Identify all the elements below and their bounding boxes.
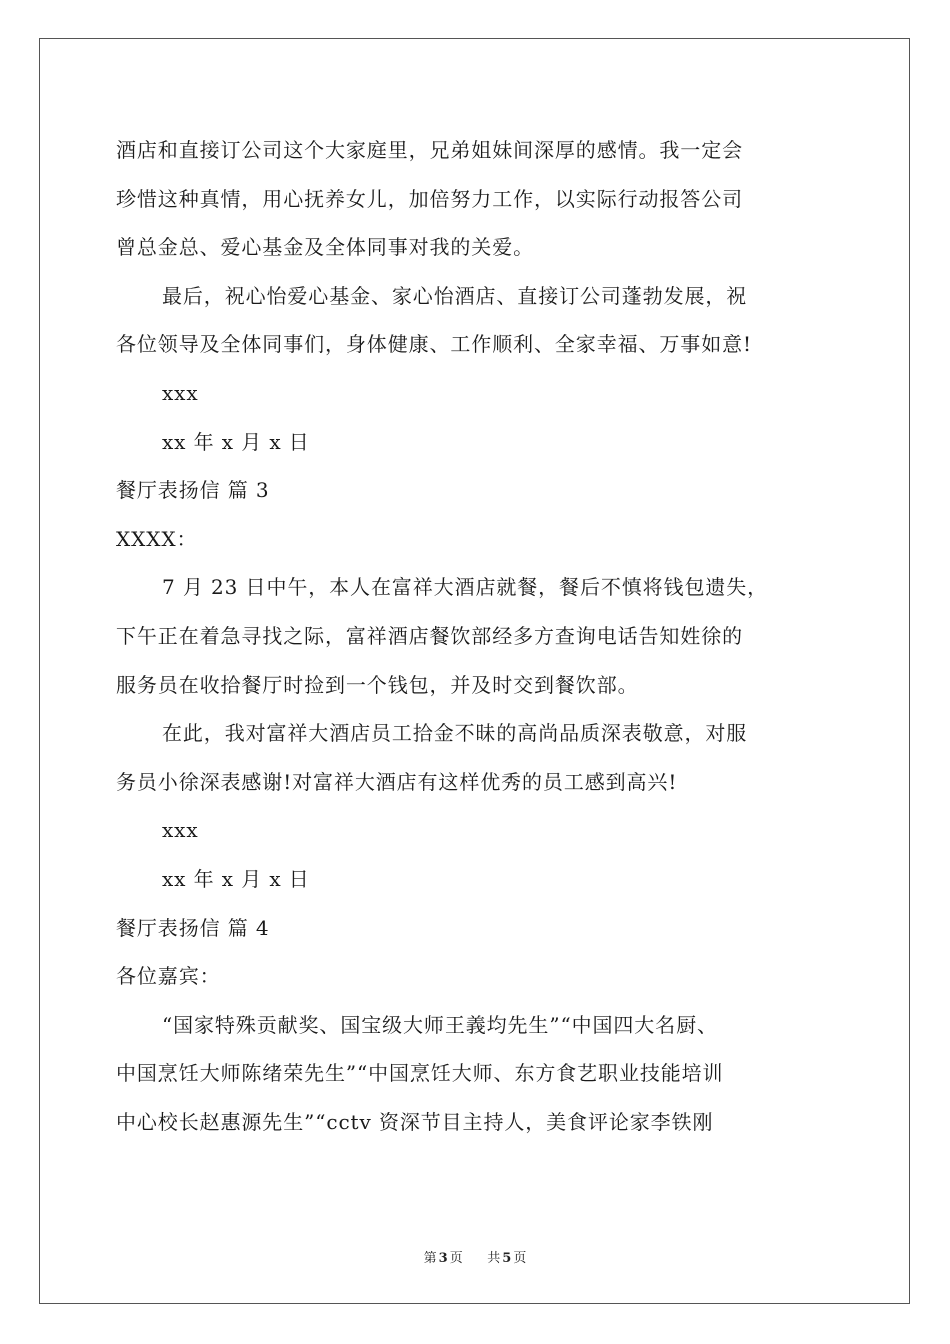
page-total bbox=[485, 1251, 528, 1266]
page-prefix: 第 bbox=[423, 1251, 437, 1266]
text-line: 务员小徐深表感谢!对富祥大酒店有这样优秀的员工感到高兴! bbox=[116, 769, 678, 794]
page-current: 3 bbox=[438, 1251, 448, 1266]
signature-name: xxx bbox=[162, 818, 199, 843]
text-line: 酒店和直接订公司这个大家庭里，兄弟姐妹间深厚的感情。我一定会 bbox=[116, 138, 743, 162]
text-line: “国家特殊贡献奖、国宝级大师王義均先生”“中国四大名厨、 bbox=[162, 1012, 718, 1037]
text-line: 中心校长赵惠源先生”“cctv 资深节目主持人，美食评论家李铁刚 bbox=[116, 1109, 714, 1134]
section-heading: 餐厅表扬信 篇 3 bbox=[116, 478, 270, 503]
text-line: 服务员在收拾餐厅时捡到一个钱包，并及时交到餐饮部。 bbox=[116, 672, 639, 697]
total-count: 5 bbox=[502, 1251, 512, 1266]
text-line: 7 月 23 日中午，本人在富祥大酒店就餐，餐后不慎将钱包遗失， bbox=[162, 575, 769, 600]
text-line: 最后，祝心怡爱心基金、家心怡酒店、直接订公司蓬勃发展，祝 bbox=[162, 283, 748, 308]
page-number bbox=[422, 1251, 465, 1266]
document-body bbox=[116, 126, 836, 1146]
text-line: 曾总金总、爱心基金及全体同事对我的关爱。 bbox=[116, 235, 534, 260]
signature-date: xx 年 x 月 x 日 bbox=[162, 429, 310, 454]
total-prefix: 共 bbox=[487, 1251, 501, 1266]
text-line: 各位领导及全体同事们，身体健康、工作顺利、全家幸福、万事如意! bbox=[116, 332, 752, 357]
signature-date: xx 年 x 月 x 日 bbox=[162, 866, 310, 891]
page-suffix: 页 bbox=[449, 1251, 463, 1266]
salutation: XXXX： bbox=[116, 526, 198, 551]
total-suffix: 页 bbox=[513, 1251, 527, 1266]
signature-name: xxx bbox=[162, 380, 199, 405]
salutation: 各位嘉宾： bbox=[116, 964, 221, 989]
text-line: 在此，我对富祥大酒店员工拾金不昧的高尚品质深表敬意，对服 bbox=[162, 721, 748, 746]
section-heading: 餐厅表扬信 篇 4 bbox=[116, 915, 270, 940]
text-line: 中国烹饪大师陈绪荣先生”“中国烹饪大师、东方食艺职业技能培训 bbox=[116, 1061, 724, 1086]
page-footer bbox=[0, 1247, 950, 1266]
text-line: 珍惜这种真情，用心抚养女儿，加倍努力工作，以实际行动报答公司 bbox=[116, 186, 743, 211]
text-line: 下午正在着急寻找之际，富祥酒店餐饮部经多方查询电话告知姓徐的 bbox=[116, 623, 743, 648]
